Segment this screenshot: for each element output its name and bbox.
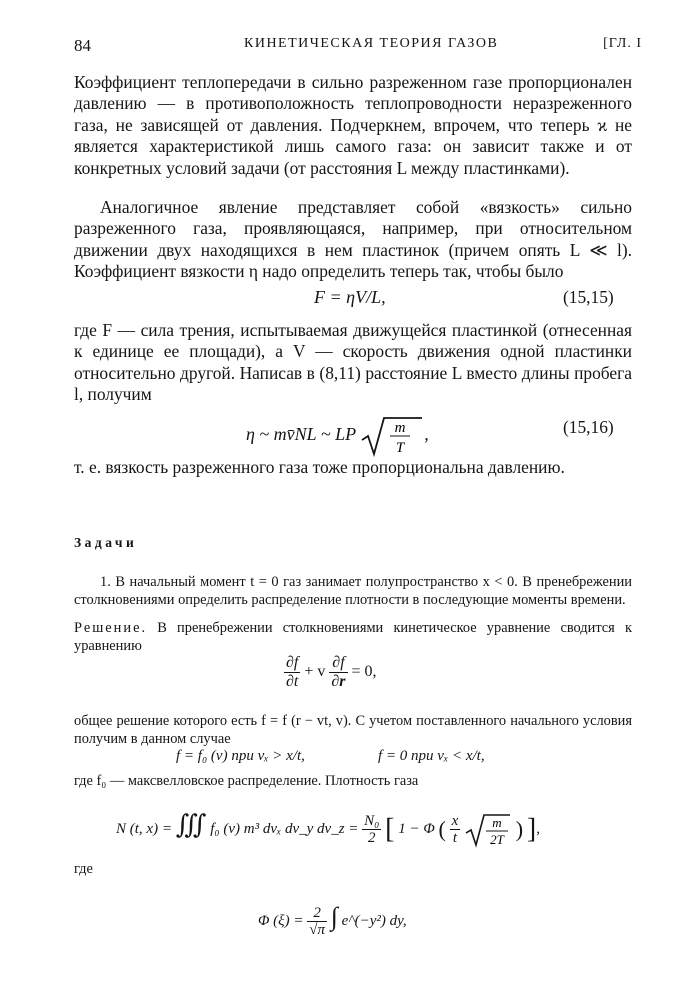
equation-number-15-16: (15,16) <box>563 417 614 437</box>
page-number: 84 <box>74 36 91 55</box>
solution-text: В пренебрежении столкновениями кинетическое уравнение сводится к уравнению <box>74 620 632 654</box>
page-header <box>74 36 642 56</box>
phi-equation <box>258 902 407 939</box>
phi-integrand: e^(−y²) dy, <box>341 913 407 929</box>
equation-15-16-comma: , <box>424 424 429 445</box>
distribution-case-2: f = 0 при vₓ < x/t, <box>378 748 485 764</box>
sqrt-symbol <box>360 414 424 458</box>
density-left: N (t, x) = <box>116 821 172 837</box>
where-label: где <box>74 861 93 877</box>
svg-text:m: m <box>492 814 502 830</box>
problem-1-statement: 1. В начальный момент t = 0 газ занимает полупространство x < 0. В пренебрежении столкновениями определить распределение плотности в последующие моменты времени. <box>74 574 632 608</box>
equation-15-16-left: η ~ mv̄NL ~ LP <box>246 424 356 445</box>
phi-frac-num: 2 <box>307 905 327 923</box>
sqrt-symbol-density <box>464 811 512 849</box>
maxwell-note: где f₀ — максвелловское распределение. Плотность газа <box>74 773 419 789</box>
density-integrand: f₀ (v) m³ dvₓ dv_y dv_z = <box>210 821 359 837</box>
paragraph-viscosity: Аналогичное явление представляет собой «вязкость» сильно разреженного газа, проявляющаяся, например, при относительном движении двух находящихся в нем пластинок (причем опять L ≪ l). Коэффициент вязкости η надо определить теперь так, чтобы было <box>74 197 632 282</box>
running-title: КИНЕТИЧЕСКАЯ ТЕОРИЯ ГАЗОВ <box>244 36 499 51</box>
density-frac-num: N₀ <box>364 812 380 829</box>
equation-15-16 <box>246 414 429 458</box>
equation-number-15-15: (15,15) <box>563 287 614 307</box>
triple-integral-symbol: ∭ <box>175 810 207 839</box>
paragraph-friction: где F — сила трения, испытываемая движущейся пластинкой (отнесенная к единице ее площади), а V — скорость движения одной пластинки относительно другой. Написав в (8,11) расстояние L вместо длины пробега l, получим <box>74 320 632 405</box>
section-heading-problems: Задачи <box>74 535 138 550</box>
sqrt-denominator: T <box>396 440 405 456</box>
kinetic-equation: $\frac{\partial f}{\partial t}$ + v $\frac{\partial f}{\partial r}$ = 0, <box>286 654 377 690</box>
paragraph-heat-transfer: Коэффициент теплопередачи в сильно разреженном газе пропорционален давлению — в противоположность теплопроводности неразреженного газа, не зависящей от давления. Подчеркнем, впрочем, что теперь ϰ не является характеристикой лишь самого газа: он зависит также и от конкретных условий задачи (от расстояния L между пластинками). <box>74 72 632 178</box>
density-frac-den: 2 <box>368 830 376 847</box>
equation-15-15: F = ηV/L, <box>314 287 386 307</box>
solution-label: Решение. <box>74 620 148 636</box>
integral-symbol: ∫ <box>330 902 338 931</box>
density-equation: N (t, x) = ∭ f₀ (v) m³ dvₓ dv_y dv_z = $\frac{\text{N₀}}{2}$ [ 1 − Φ ( $\frac{x}{t}$ m 2T ) ], <box>116 810 540 847</box>
chapter-label: [ГЛ. I <box>603 36 642 51</box>
phi-frac-den: √π <box>309 922 325 939</box>
distribution-case-1: f = f₀ (v) при vₓ > x/t, <box>176 748 305 764</box>
paragraph-viscosity-pressure: т. е. вязкость разреженного газа тоже пропорциональна давлению. <box>74 457 565 477</box>
phi-left: Φ (ξ) = <box>258 913 304 929</box>
svg-text:2T: 2T <box>490 831 504 847</box>
kinetic-equation-tail: = 0, <box>351 662 377 680</box>
general-solution-text: общее решение которого есть f = f (r − vt, v). С учетом поставленного начального условия получим в данном случае <box>74 713 632 747</box>
solution-intro <box>74 619 632 655</box>
density-bracket: 1 − Φ <box>398 821 435 837</box>
sqrt-numerator: m <box>394 420 406 436</box>
